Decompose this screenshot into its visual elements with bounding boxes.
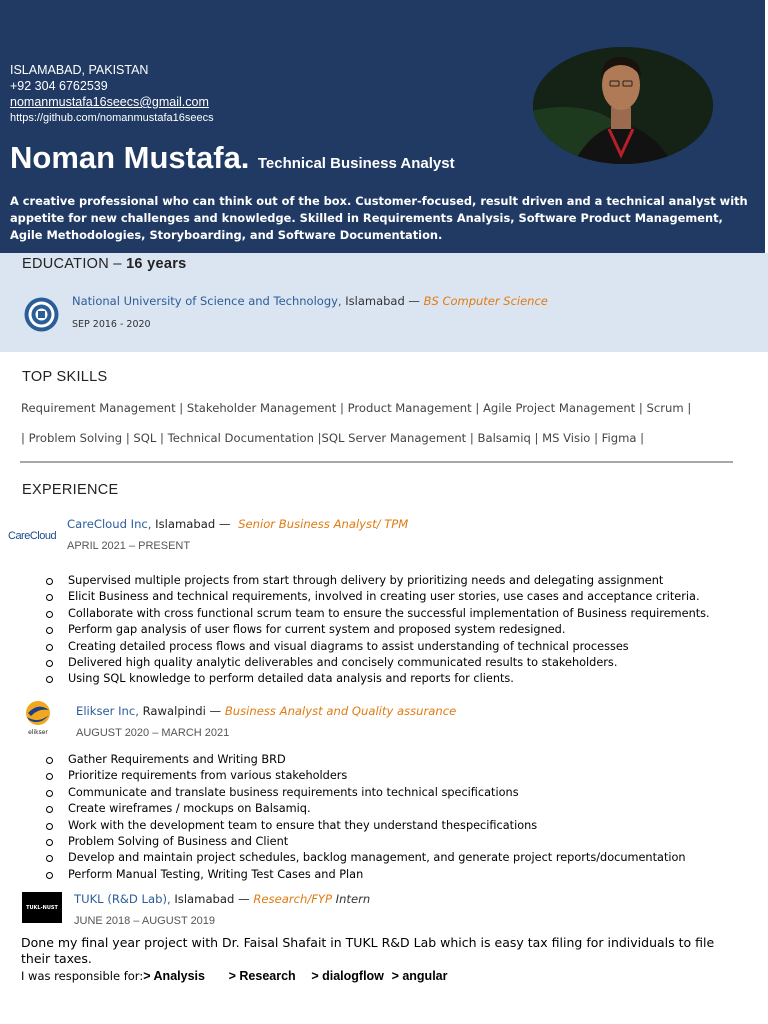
list-item: Gather Requirements and Writing BRD	[46, 752, 686, 768]
list-item: Prioritize requirements from various stakeholders	[46, 768, 686, 784]
resp-item: > dialogflow	[311, 969, 384, 983]
job-3-company: TUKL (R&D Lab),	[74, 892, 171, 906]
resp-label: I was responsible for:	[21, 969, 144, 983]
job-1-bullets	[46, 573, 710, 688]
list-item: Perform Manual Testing, Writing Test Cases and Plan	[46, 867, 686, 883]
list-item: Develop and maintain project schedules, backlog management, and generate project reports/documentation	[46, 850, 686, 866]
list-item: Collaborate with cross functional scrum team to ensure the successful implementation of Business requirements.	[46, 606, 710, 622]
job-2-role: Business Analyst and Quality assurance	[224, 704, 457, 718]
job-2-header	[76, 704, 456, 718]
job-3-header	[74, 892, 370, 906]
job-1-role: Senior Business Analyst/ TPM	[238, 517, 409, 531]
experience-heading: EXPERIENCE	[22, 482, 119, 498]
job-2-city: Rawalpindi —	[142, 704, 222, 718]
list-item: Create wireframes / mockups on Balsamiq.	[46, 801, 686, 817]
person-name: Noman Mustafa.	[10, 140, 250, 175]
svg-text:elikser: elikser	[28, 729, 48, 736]
degree: BS Computer Science	[423, 294, 548, 308]
education-title: EDUCATION –	[22, 256, 122, 272]
skills-line-2: | Problem Solving | SQL | Technical Documentation |SQL Server Management | Balsamiq | MS Visio | Figma |	[21, 431, 645, 445]
job-title: Technical Business Analyst	[257, 155, 455, 172]
job-2-dates: AUGUST 2020 – MARCH 2021	[76, 727, 230, 739]
job-2-company: Elikser Inc,	[76, 704, 139, 718]
github-link[interactable]: https://github.com/nomanmustafa16seecs	[10, 112, 214, 124]
resp-item: > Research	[228, 969, 296, 983]
education-dates: SEP 2016 - 2020	[72, 319, 151, 330]
skills-heading: TOP SKILLS	[22, 369, 108, 385]
job-3-description: Done my final year project with Dr. Faisal Shafait in TUKL R&D Lab which is easy tax filing for individuals to file their taxes.	[21, 935, 715, 966]
list-item: Delivered high quality analytic deliverables and concisely communicated results to stakeholders.	[46, 655, 710, 671]
job-1-dates: APRIL 2021 – PRESENT	[67, 540, 191, 552]
elikser-logo-icon	[22, 700, 54, 736]
skills-line-1: Requirement Management | Stakeholder Management | Product Management | Agile Project Management | Scrum |	[21, 401, 692, 415]
job-3-city: Islamabad —	[174, 892, 250, 906]
tukl-logo: TUKL-NUST	[22, 892, 62, 923]
list-item: Perform gap analysis of user flows for current system and proposed system redesigned.	[46, 622, 710, 638]
resp-item: > angular	[391, 969, 448, 983]
education-years: 16 years	[126, 256, 187, 272]
education-heading	[22, 256, 187, 272]
university-logo-icon	[23, 297, 60, 332]
name-line	[10, 140, 455, 176]
summary: A creative professional who can think out of the box. Customer-focused, result driven and a technical analyst with appetite for new challenges and knowledge. Skilled in Requirements Analysis, Software Product Management, Agile Methodologies, Storyboarding, and Software Documentation.	[10, 194, 748, 242]
job-3-role: Research/FYP	[253, 892, 332, 906]
job-2-bullets	[46, 752, 686, 883]
carecloud-logo-text: CareCloud	[8, 530, 57, 542]
list-item: Using SQL knowledge to perform detailed data analysis and reports for clients.	[46, 671, 710, 687]
email-link[interactable]: nomanmustafa16seecs@gmail.com	[10, 95, 209, 109]
job-1-header	[67, 517, 408, 531]
list-item: Work with the development team to ensure that they understand thespecifications	[46, 818, 686, 834]
contact-block	[10, 62, 214, 126]
header-banner	[0, 0, 765, 253]
job-3-dates: JUNE 2018 – AUGUST 2019	[74, 915, 216, 927]
job-3-role-suffix: Intern	[335, 892, 371, 906]
job-1-city: Islamabad —	[155, 517, 231, 531]
list-item: Communicate and translate business requirements into technical specifications	[46, 785, 686, 801]
resp-item: > Analysis	[143, 969, 205, 983]
institution: National University of Science and Technology,	[72, 294, 342, 308]
job-1-company: CareCloud Inc,	[67, 517, 152, 531]
profile-photo	[533, 47, 713, 164]
list-item: Elicit Business and technical requirements, involved in creating user stories, use cases and acceptance criteria.	[46, 589, 710, 605]
list-item: Supervised multiple projects from start through delivery by prioritizing needs and delegating assignment	[46, 573, 710, 589]
education-entry	[72, 294, 548, 308]
education-city: Islamabad —	[345, 294, 420, 308]
location: ISLAMABAD, PAKISTAN	[10, 63, 149, 77]
phone: +92 304 6762539	[10, 79, 108, 93]
list-item: Creating detailed process flows and visual diagrams to assist understanding of technical processes	[46, 639, 710, 655]
carecloud-logo	[8, 530, 60, 552]
divider	[20, 461, 733, 463]
job-3-responsibilities	[21, 969, 447, 983]
list-item: Problem Solving of Business and Client	[46, 834, 686, 850]
